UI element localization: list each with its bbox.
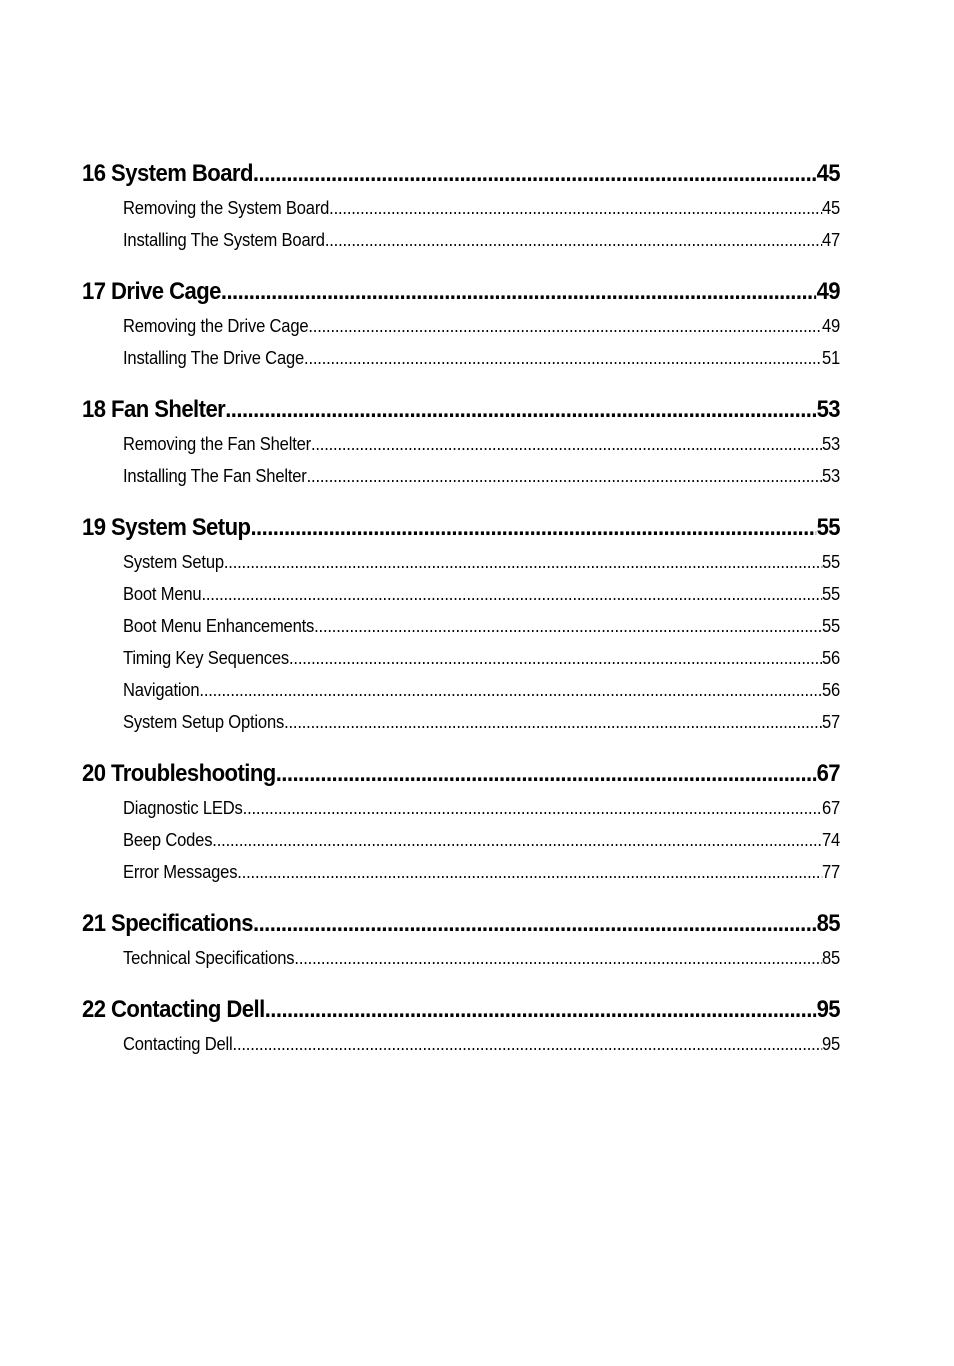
chapter-title: 20 Troubleshooting — [82, 760, 276, 787]
toc-chapter — [82, 906, 840, 974]
dot-leader — [221, 274, 817, 310]
toc-section-entry[interactable] — [123, 546, 840, 578]
toc-section-entry[interactable] — [123, 428, 840, 460]
section-page-number: 74 — [821, 830, 840, 850]
dot-leader — [284, 706, 822, 738]
section-page-number: 45 — [821, 198, 840, 218]
section-title: Navigation — [123, 680, 200, 700]
dot-leader — [329, 192, 822, 224]
dot-leader — [233, 1028, 822, 1060]
dot-leader — [212, 824, 822, 856]
chapter-page-number: 55 — [816, 514, 841, 541]
toc-section-entry[interactable] — [123, 856, 840, 888]
dot-leader — [276, 756, 817, 792]
section-title: Error Messages — [123, 862, 238, 882]
section-title: Installing The Drive Cage — [123, 348, 305, 368]
dot-leader — [243, 792, 822, 824]
toc-chapter-entry[interactable] — [82, 906, 840, 942]
table-of-contents — [82, 156, 840, 1078]
section-page-number: 77 — [821, 862, 840, 882]
toc-chapter-entry[interactable] — [82, 274, 840, 310]
toc-section-entry[interactable] — [123, 1028, 840, 1060]
dot-leader — [250, 510, 816, 546]
section-title: System Setup Options — [123, 712, 285, 732]
toc-section-entry[interactable] — [123, 824, 840, 856]
dot-leader — [199, 674, 822, 706]
section-page-number: 56 — [821, 648, 840, 668]
toc-chapter — [82, 392, 840, 492]
dot-leader — [253, 156, 817, 192]
toc-chapter-entry[interactable] — [82, 756, 840, 792]
section-page-number: 55 — [821, 552, 840, 572]
chapter-title: 17 Drive Cage — [82, 278, 221, 305]
chapter-page-number: 45 — [816, 160, 841, 187]
chapter-page-number: 67 — [816, 760, 841, 787]
chapter-page-number: 85 — [816, 910, 841, 937]
section-page-number: 53 — [821, 434, 840, 454]
dot-leader — [289, 642, 822, 674]
section-page-number: 57 — [821, 712, 840, 732]
toc-section-entry[interactable] — [123, 642, 840, 674]
toc-section-entry[interactable] — [123, 792, 840, 824]
toc-section-entry[interactable] — [123, 224, 840, 256]
dot-leader — [225, 392, 816, 428]
section-title: Boot Menu Enhancements — [123, 616, 315, 636]
toc-section-entry[interactable] — [123, 342, 840, 374]
section-page-number: 49 — [821, 316, 840, 336]
toc-section-entry[interactable] — [123, 310, 840, 342]
section-page-number: 47 — [821, 230, 840, 250]
dot-leader — [304, 342, 822, 374]
section-page-number: 55 — [821, 584, 840, 604]
dot-leader — [224, 546, 822, 578]
section-title: Diagnostic LEDs — [123, 798, 243, 818]
toc-section-entry[interactable] — [123, 942, 840, 974]
toc-chapter — [82, 510, 840, 738]
section-title: Removing the Drive Cage — [123, 316, 309, 336]
dot-leader — [325, 224, 822, 256]
chapter-title: 18 Fan Shelter — [82, 396, 226, 423]
toc-chapter — [82, 756, 840, 888]
toc-chapter — [82, 156, 840, 256]
section-title: System Setup — [123, 552, 224, 572]
dot-leader — [253, 906, 817, 942]
dot-leader — [311, 428, 822, 460]
chapter-page-number: 95 — [816, 996, 841, 1023]
section-title: Contacting Dell — [123, 1034, 233, 1054]
dot-leader — [201, 578, 821, 610]
chapter-page-number: 49 — [816, 278, 841, 305]
toc-section-entry[interactable] — [123, 460, 840, 492]
toc-chapter-entry[interactable] — [82, 392, 840, 428]
toc-chapter — [82, 992, 840, 1060]
toc-chapter-entry[interactable] — [82, 156, 840, 192]
section-title: Beep Codes — [123, 830, 213, 850]
toc-section-entry[interactable] — [123, 192, 840, 224]
toc-chapter-entry[interactable] — [82, 510, 840, 546]
section-page-number: 56 — [821, 680, 840, 700]
chapter-page-number: 53 — [816, 396, 841, 423]
section-page-number: 85 — [821, 948, 840, 968]
section-page-number: 53 — [821, 466, 840, 486]
chapter-title: 22 Contacting Dell — [82, 996, 265, 1023]
chapter-title: 19 System Setup — [82, 514, 251, 541]
dot-leader — [294, 942, 822, 974]
dot-leader — [314, 610, 822, 642]
section-page-number: 55 — [821, 616, 840, 636]
section-page-number: 51 — [821, 348, 840, 368]
toc-section-entry[interactable] — [123, 674, 840, 706]
toc-section-entry[interactable] — [123, 706, 840, 738]
toc-section-entry[interactable] — [123, 610, 840, 642]
section-title: Installing The Fan Shelter — [123, 466, 307, 486]
chapter-title: 16 System Board — [82, 160, 253, 187]
toc-section-entry[interactable] — [123, 578, 840, 610]
chapter-title: 21 Specifications — [82, 910, 254, 937]
section-page-number: 67 — [821, 798, 840, 818]
toc-chapter — [82, 274, 840, 374]
section-page-number: 95 — [821, 1034, 840, 1054]
dot-leader — [237, 856, 822, 888]
section-title: Removing the System Board — [123, 198, 330, 218]
toc-chapter-entry[interactable] — [82, 992, 840, 1028]
dot-leader — [308, 310, 822, 342]
section-title: Technical Specifications — [123, 948, 295, 968]
section-title: Installing The System Board — [123, 230, 325, 250]
section-title: Timing Key Sequences — [123, 648, 290, 668]
section-title: Removing the Fan Shelter — [123, 434, 311, 454]
dot-leader — [307, 460, 822, 492]
section-title: Boot Menu — [123, 584, 202, 604]
dot-leader — [265, 992, 817, 1028]
